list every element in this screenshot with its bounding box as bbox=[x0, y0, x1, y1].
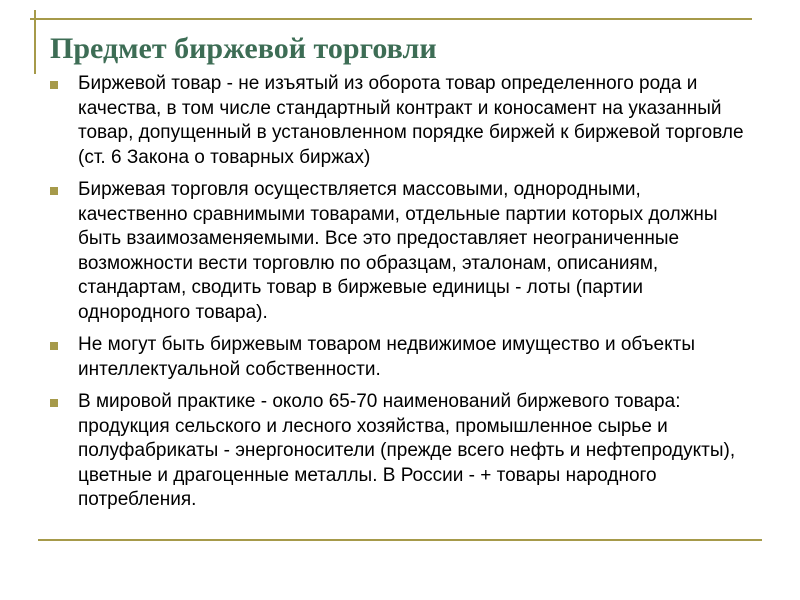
bullet-text-1: Биржевой товар - не изъятый из оборота товар определенного рода и качества, в том числе стандартный контракт и коносамент на указанный товар, допущенный в установленном порядке биржей к биржевой торговле (ст. 6 Закона о товарных биржах) bbox=[78, 73, 744, 168]
left-vertical-rule bbox=[34, 10, 36, 74]
bullet-item-2 bbox=[50, 178, 750, 325]
bullet-item-3 bbox=[50, 333, 750, 382]
bullet-list bbox=[50, 72, 750, 521]
square-bullet-icon bbox=[50, 399, 58, 407]
bullet-item-1 bbox=[50, 72, 750, 170]
bullet-item-4 bbox=[50, 390, 750, 513]
square-bullet-icon bbox=[50, 187, 58, 195]
square-bullet-icon bbox=[50, 342, 58, 350]
bullet-text-3: Не могут быть биржевым товаром недвижимое имущество и объекты интеллектуальной собственности. bbox=[78, 334, 696, 380]
square-bullet-icon bbox=[50, 81, 58, 89]
bottom-rule bbox=[38, 539, 762, 541]
top-rule bbox=[30, 18, 752, 20]
bullet-text-2: Биржевая торговля осуществляется массовыми, однородными, качественно сравнимыми товарами, отдельные партии которых должны быть взаимозаменяемыми. Все это предоставляет неограниченные возможности вести торговлю по образцам, эталонам, описаниям, стандартам, сводить товар в биржевые единицы - лоты (партии однородного товара). bbox=[78, 179, 718, 323]
slide-title: Предмет биржевой торговли bbox=[50, 32, 437, 65]
bullet-text-4: В мировой практике - около 65-70 наименований биржевого товара: продукция сельского и лесного хозяйства, промышленное сырье и полуфабрикаты - энергоносители (прежде всего нефть и нефтепродукты), цветные и драгоценные металлы. В России - + товары народного потребления. bbox=[78, 391, 736, 510]
